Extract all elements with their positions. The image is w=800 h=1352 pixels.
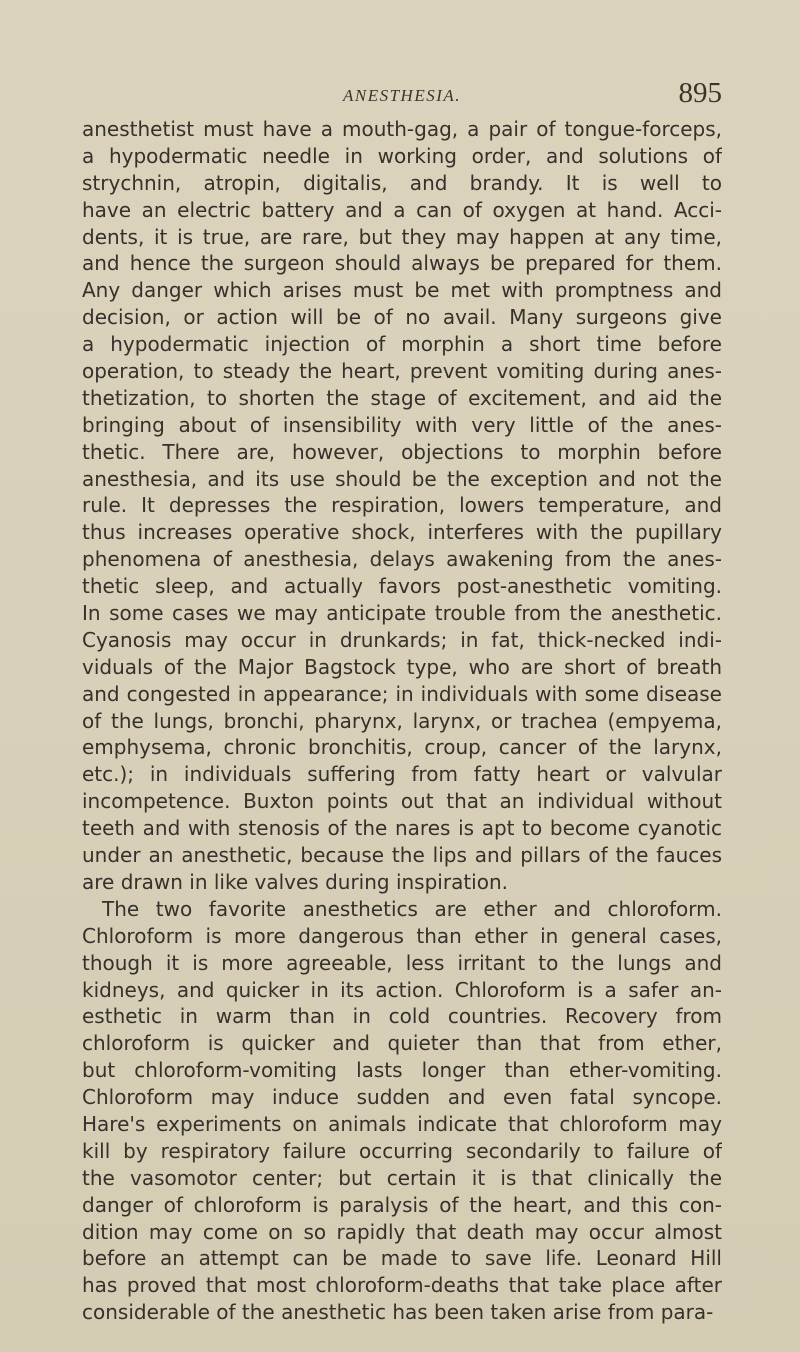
text-line: and hence the surgeon should always be prepared for them. — [82, 251, 722, 276]
text-line: bringing about of insensibility with very little of the anes- — [82, 412, 722, 437]
text-line: phenomena of anesthesia, delays awakening from the anes- — [82, 547, 722, 572]
text-line: In some cases we may anticipate trouble from the anesthetic. — [82, 601, 722, 626]
text-line: Chloroform is more dangerous than ether in general cases, — [82, 923, 722, 948]
text-line: Hare's experiments on animals indicate that chloroform may — [82, 1111, 722, 1136]
text-line: anesthesia, and its use should be the exception and not the — [82, 466, 722, 491]
text-line: rule. It depresses the respiration, lowers temperature, and — [82, 493, 722, 518]
text-line: are drawn in like valves during inspiration. — [82, 869, 508, 894]
running-title: ANESTHESIA. — [342, 86, 462, 105]
text-line: though it is more agreeable, less irritant to the lungs and — [82, 950, 722, 975]
text-line: esthetic in warm than in cold countries. Recovery from — [82, 1004, 722, 1029]
text-line: teeth and with stenosis of the nares is apt to become cyanotic — [82, 816, 722, 841]
text-line: considerable of the anesthetic has been taken arise from para- — [82, 1300, 714, 1325]
text-line: under an anesthetic, because the lips and pillars of the fauces — [82, 843, 722, 868]
body-text — [82, 116, 722, 1326]
text-line: has proved that most chloroform-deaths that take place after — [82, 1273, 722, 1298]
text-line: thetic sleep, and actually favors post-anesthetic vomiting. — [82, 574, 722, 599]
text-line: Any danger which arises must be met with promptness and — [82, 278, 722, 303]
text-line: Chloroform may induce sudden and even fatal syncope. — [82, 1085, 722, 1110]
text-line: The two favorite anesthetics are ether and chloroform. — [102, 896, 722, 921]
page-number: 895 — [678, 77, 722, 109]
text-line: and congested in appearance; in individuals with some disease — [82, 681, 722, 706]
text-line: kill by respiratory failure occurring secondarily to failure of — [82, 1138, 722, 1163]
text-line: dition may come on so rapidly that death may occur almost — [82, 1219, 722, 1244]
text-line: decision, or action will be of no avail. Many surgeons give — [82, 305, 722, 330]
text-line: thetization, to shorten the stage of excitement, and aid the — [82, 385, 722, 410]
text-line: incompetence. Buxton points out that an individual without — [82, 789, 722, 814]
text-line: emphysema, chronic bronchitis, croup, cancer of the larynx, — [82, 735, 722, 760]
text-line: a hypodermatic needle in working order, and solutions of — [82, 143, 722, 168]
text-line: danger of chloroform is paralysis of the heart, and this con- — [82, 1192, 722, 1217]
text-line: etc.); in individuals suffering from fatty heart or valvular — [82, 762, 722, 787]
text-line: a hypodermatic injection of morphin a short time before — [82, 332, 722, 357]
text-line: thus increases operative shock, interferes with the pupillary — [82, 520, 722, 545]
text-line: viduals of the Major Bagstock type, who are short of breath — [82, 654, 722, 679]
text-line: strychnin, atropin, digitalis, and brandy. It is well to — [82, 170, 722, 195]
text-line: dents, it is true, are rare, but they may happen at any time, — [82, 224, 722, 249]
text-line: the vasomotor center; but certain it is that clinically the — [82, 1165, 722, 1190]
running-head — [82, 74, 722, 108]
text-line: but chloroform-vomiting lasts longer than ether-vomiting. — [82, 1058, 722, 1083]
text-line: Cyanosis may occur in drunkards; in fat, thick-necked indi- — [82, 627, 722, 652]
text-line: anesthetist must have a mouth-gag, a pair of tongue-forceps, — [82, 117, 722, 141]
text-line: thetic. There are, however, objections to morphin before — [82, 439, 722, 464]
text-line: of the lungs, bronchi, pharynx, larynx, or trachea (empyema, — [82, 708, 722, 733]
text-line: chloroform is quicker and quieter than that from ether, — [82, 1031, 722, 1056]
text-line: kidneys, and quicker in its action. Chloroform is a safer an- — [82, 977, 722, 1002]
text-line: before an attempt can be made to save life. Leonard Hill — [82, 1246, 722, 1271]
text-line: have an electric battery and a can of oxygen at hand. Acci- — [82, 197, 722, 222]
text-line: operation, to steady the heart, prevent vomiting during anes- — [82, 359, 722, 384]
